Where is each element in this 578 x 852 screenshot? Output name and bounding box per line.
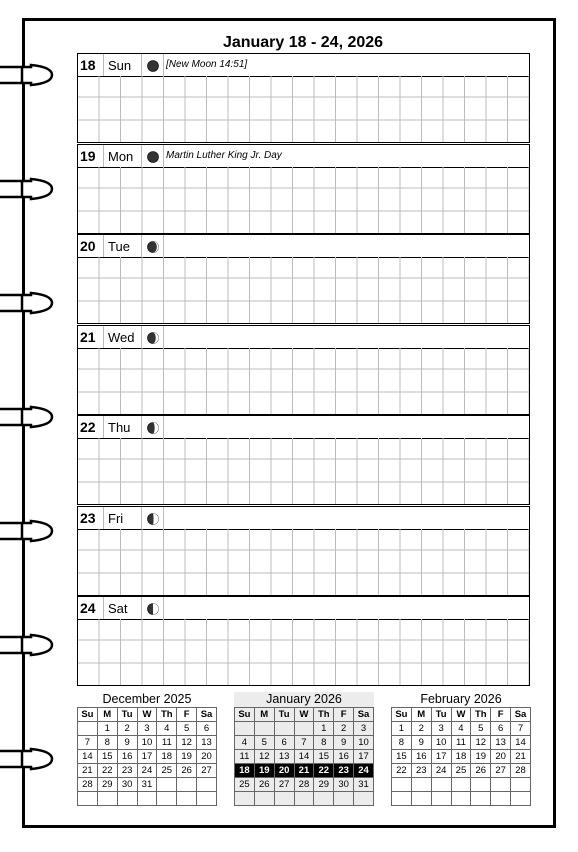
date-cell (411, 792, 431, 806)
date-cell: 11 (157, 736, 177, 750)
date-cell: 8 (392, 736, 412, 750)
day-writing-grid[interactable] (78, 438, 529, 504)
day-name: Fri (108, 510, 124, 526)
weekday-header: M (97, 708, 117, 722)
binder-ring-icon (0, 509, 70, 553)
date-cell (334, 792, 354, 806)
date-cell (392, 778, 412, 792)
date-cell: 15 (97, 750, 117, 764)
header-divider (141, 145, 142, 167)
binder-ring-icon (0, 623, 70, 667)
date-cell: 30 (117, 778, 137, 792)
date-cell (274, 722, 294, 736)
header-divider (163, 54, 164, 76)
binder-ring-icon (0, 53, 70, 97)
weekday-header: M (411, 708, 431, 722)
week-row (235, 750, 374, 764)
day-section-thu[interactable] (77, 415, 530, 505)
date-cell (471, 778, 491, 792)
date-cell: 19 (254, 764, 274, 778)
date-cell: 2 (117, 722, 137, 736)
date-cell (157, 778, 177, 792)
date-cell: 28 (511, 764, 531, 778)
date-cell: 23 (117, 764, 137, 778)
header-divider (103, 326, 104, 348)
date-cell: 9 (117, 736, 137, 750)
date-cell: 25 (157, 764, 177, 778)
header-divider (141, 235, 142, 257)
week-row (392, 764, 531, 778)
day-section-sat[interactable] (77, 596, 530, 686)
header-divider (141, 416, 142, 438)
week-row (78, 792, 217, 806)
day-header (78, 326, 529, 349)
day-writing-grid[interactable] (78, 348, 529, 414)
day-number: 19 (80, 147, 96, 164)
date-cell: 5 (471, 722, 491, 736)
day-number: 21 (80, 328, 96, 345)
date-cell (117, 792, 137, 806)
week-row (235, 778, 374, 792)
date-cell: 12 (177, 736, 197, 750)
day-name: Thu (108, 420, 131, 435)
date-cell (197, 792, 217, 806)
date-cell: 4 (235, 736, 255, 750)
mini-calendar-grid (77, 707, 217, 806)
weekday-header: Sa (197, 708, 217, 722)
date-cell: 22 (392, 764, 412, 778)
date-cell: 28 (78, 778, 98, 792)
date-cell: 20 (197, 750, 217, 764)
date-cell: 8 (314, 736, 334, 750)
date-cell (451, 778, 471, 792)
header-divider (163, 235, 164, 257)
header-divider (163, 145, 164, 167)
day-header (78, 416, 529, 439)
header-divider (103, 597, 104, 619)
mini-calendar-grid (234, 707, 374, 806)
day-note: Martin Luther King Jr. Day (166, 149, 282, 161)
date-cell: 17 (354, 750, 374, 764)
date-cell (177, 792, 197, 806)
week-row (235, 792, 374, 806)
date-cell: 24 (354, 764, 374, 778)
date-cell: 13 (491, 736, 511, 750)
date-cell: 10 (431, 736, 451, 750)
weekday-header: Su (235, 708, 255, 722)
date-cell: 7 (78, 736, 98, 750)
day-name: Wed (108, 329, 135, 345)
date-cell: 17 (137, 750, 157, 764)
header-divider (163, 416, 164, 438)
date-cell: 25 (451, 764, 471, 778)
day-writing-grid[interactable] (78, 619, 529, 685)
date-cell: 13 (274, 750, 294, 764)
date-cell: 13 (197, 736, 217, 750)
moon-phase-icon (147, 602, 159, 614)
date-cell: 15 (314, 750, 334, 764)
date-cell: 3 (431, 722, 451, 736)
date-cell: 28 (294, 778, 314, 792)
date-cell: 22 (314, 764, 334, 778)
weekday-header: M (254, 708, 274, 722)
date-cell: 19 (177, 750, 197, 764)
week-row (392, 778, 531, 792)
date-cell: 29 (314, 778, 334, 792)
date-cell (78, 792, 98, 806)
date-cell (431, 792, 451, 806)
date-cell (235, 722, 255, 736)
date-cell: 9 (334, 736, 354, 750)
moon-phase-icon (147, 59, 159, 71)
week-row (392, 750, 531, 764)
mini-calendar (391, 692, 531, 806)
weekday-header: Tu (431, 708, 451, 722)
date-cell (471, 792, 491, 806)
date-cell: 24 (431, 764, 451, 778)
week-row (392, 736, 531, 750)
date-cell (511, 792, 531, 806)
header-divider (103, 507, 104, 529)
date-cell (314, 792, 334, 806)
date-cell (274, 792, 294, 806)
date-cell (392, 792, 412, 806)
day-writing-grid[interactable] (78, 76, 529, 142)
header-divider (141, 326, 142, 348)
date-cell (78, 722, 98, 736)
weekday-header: F (177, 708, 197, 722)
date-cell (354, 792, 374, 806)
date-cell: 30 (334, 778, 354, 792)
day-section-fri[interactable] (77, 506, 530, 596)
header-divider (103, 54, 104, 76)
day-header (78, 145, 529, 168)
day-writing-grid[interactable] (78, 257, 529, 323)
weekday-header: F (334, 708, 354, 722)
day-number: 24 (80, 600, 96, 616)
mini-calendar (77, 692, 217, 806)
mini-calendar-title: February 2026 (420, 692, 502, 706)
date-cell: 11 (235, 750, 255, 764)
weekday-header: Tu (274, 708, 294, 722)
weekday-header: F (491, 708, 511, 722)
current-week-row (235, 764, 374, 778)
binder-ring-icon (0, 395, 70, 439)
date-cell: 6 (491, 722, 511, 736)
week-row (78, 736, 217, 750)
weekday-header: Su (392, 708, 412, 722)
weekday-header: Th (471, 708, 491, 722)
weekday-header: Sa (354, 708, 374, 722)
date-cell: 5 (177, 722, 197, 736)
date-cell: 12 (471, 736, 491, 750)
day-header (78, 597, 529, 620)
date-cell: 6 (274, 736, 294, 750)
date-cell: 10 (137, 736, 157, 750)
day-name: Tue (108, 239, 130, 254)
header-divider (141, 597, 142, 619)
date-cell: 1 (97, 722, 117, 736)
date-cell: 18 (451, 750, 471, 764)
day-header (78, 235, 529, 258)
header-divider (163, 597, 164, 619)
date-cell (97, 792, 117, 806)
date-cell: 12 (254, 750, 274, 764)
date-cell: 21 (511, 750, 531, 764)
date-cell: 20 (274, 764, 294, 778)
date-cell: 3 (354, 722, 374, 736)
date-cell: 21 (78, 764, 98, 778)
mini-calendar-title: January 2026 (266, 692, 342, 706)
date-cell: 22 (97, 764, 117, 778)
weekday-header: Th (157, 708, 177, 722)
date-cell: 14 (78, 750, 98, 764)
date-cell: 27 (197, 764, 217, 778)
day-header (78, 507, 529, 530)
day-header (78, 54, 529, 77)
date-cell: 18 (235, 764, 255, 778)
date-cell: 7 (511, 722, 531, 736)
weekday-header: Th (314, 708, 334, 722)
day-number: 22 (80, 419, 96, 435)
day-writing-grid[interactable] (78, 529, 529, 595)
day-writing-grid[interactable] (78, 167, 529, 233)
date-cell (197, 778, 217, 792)
day-section-wed[interactable] (77, 325, 530, 415)
date-cell (235, 792, 255, 806)
header-divider (163, 326, 164, 348)
moon-phase-icon (147, 512, 159, 524)
day-name: Sat (108, 601, 128, 616)
week-row (235, 722, 374, 736)
date-cell: 3 (137, 722, 157, 736)
week-row (235, 736, 374, 750)
date-cell: 23 (334, 764, 354, 778)
header-divider (163, 507, 164, 529)
date-cell: 26 (177, 764, 197, 778)
date-cell: 31 (354, 778, 374, 792)
date-cell (411, 778, 431, 792)
week-row (392, 722, 531, 736)
mini-calendar-title: December 2025 (102, 692, 192, 706)
date-cell: 25 (235, 778, 255, 792)
weekday-header: Sa (511, 708, 531, 722)
date-cell: 26 (471, 764, 491, 778)
day-number: 20 (80, 238, 96, 254)
date-cell: 29 (97, 778, 117, 792)
date-cell: 18 (157, 750, 177, 764)
date-cell: 16 (334, 750, 354, 764)
mini-calendar (234, 692, 374, 806)
date-cell: 8 (97, 736, 117, 750)
date-cell: 19 (471, 750, 491, 764)
date-cell: 16 (117, 750, 137, 764)
day-number: 23 (80, 509, 96, 526)
date-cell: 15 (392, 750, 412, 764)
date-cell: 26 (254, 778, 274, 792)
date-cell (431, 778, 451, 792)
date-cell: 2 (411, 722, 431, 736)
date-cell: 14 (294, 750, 314, 764)
week-row (392, 792, 531, 806)
header-divider (103, 145, 104, 167)
date-cell (254, 792, 274, 806)
date-cell (294, 722, 314, 736)
date-cell (137, 792, 157, 806)
date-cell: 5 (254, 736, 274, 750)
date-cell: 31 (137, 778, 157, 792)
date-cell: 16 (411, 750, 431, 764)
weekday-header: Tu (117, 708, 137, 722)
date-cell: 1 (314, 722, 334, 736)
day-name: Sun (108, 58, 132, 73)
date-cell: 4 (451, 722, 471, 736)
date-cell: 20 (491, 750, 511, 764)
day-section-sun[interactable] (77, 53, 530, 143)
day-note: [New Moon 14:51] (166, 59, 248, 70)
date-cell: 11 (451, 736, 471, 750)
moon-phase-icon (147, 240, 159, 252)
binder-ring-icon (0, 281, 70, 325)
day-name: Mon (108, 148, 134, 164)
week-row (78, 750, 217, 764)
date-cell (157, 792, 177, 806)
date-cell: 1 (392, 722, 412, 736)
date-cell: 24 (137, 764, 157, 778)
date-cell (294, 792, 314, 806)
week-title: January 18 - 24, 2026 (222, 34, 384, 51)
date-cell: 7 (294, 736, 314, 750)
header-divider (103, 416, 104, 438)
weekday-header: W (294, 708, 314, 722)
date-cell: 4 (157, 722, 177, 736)
date-cell (491, 778, 511, 792)
date-cell: 6 (197, 722, 217, 736)
week-row (78, 764, 217, 778)
date-cell: 27 (274, 778, 294, 792)
week-row (78, 722, 217, 736)
date-cell: 23 (411, 764, 431, 778)
moon-phase-icon (147, 150, 159, 162)
header-divider (103, 235, 104, 257)
weekday-header: W (137, 708, 157, 722)
weekday-header: Su (78, 708, 98, 722)
date-cell: 21 (294, 764, 314, 778)
header-divider (141, 507, 142, 529)
moon-phase-icon (147, 331, 159, 343)
week-row (78, 778, 217, 792)
date-cell: 10 (354, 736, 374, 750)
header-divider (141, 54, 142, 76)
date-cell: 17 (431, 750, 451, 764)
date-cell (451, 792, 471, 806)
moon-phase-icon (147, 421, 159, 433)
date-cell (491, 792, 511, 806)
day-number: 18 (80, 57, 96, 73)
binder-ring-icon (0, 167, 70, 211)
day-section-tue[interactable] (77, 234, 530, 324)
binder-ring-icon (0, 737, 70, 781)
date-cell (177, 778, 197, 792)
weekday-header: W (451, 708, 471, 722)
date-cell: 9 (411, 736, 431, 750)
date-cell: 2 (334, 722, 354, 736)
date-cell: 14 (511, 736, 531, 750)
mini-calendar-grid (391, 707, 531, 806)
day-section-mon[interactable] (77, 144, 530, 234)
date-cell (511, 778, 531, 792)
date-cell: 27 (491, 764, 511, 778)
date-cell (254, 722, 274, 736)
